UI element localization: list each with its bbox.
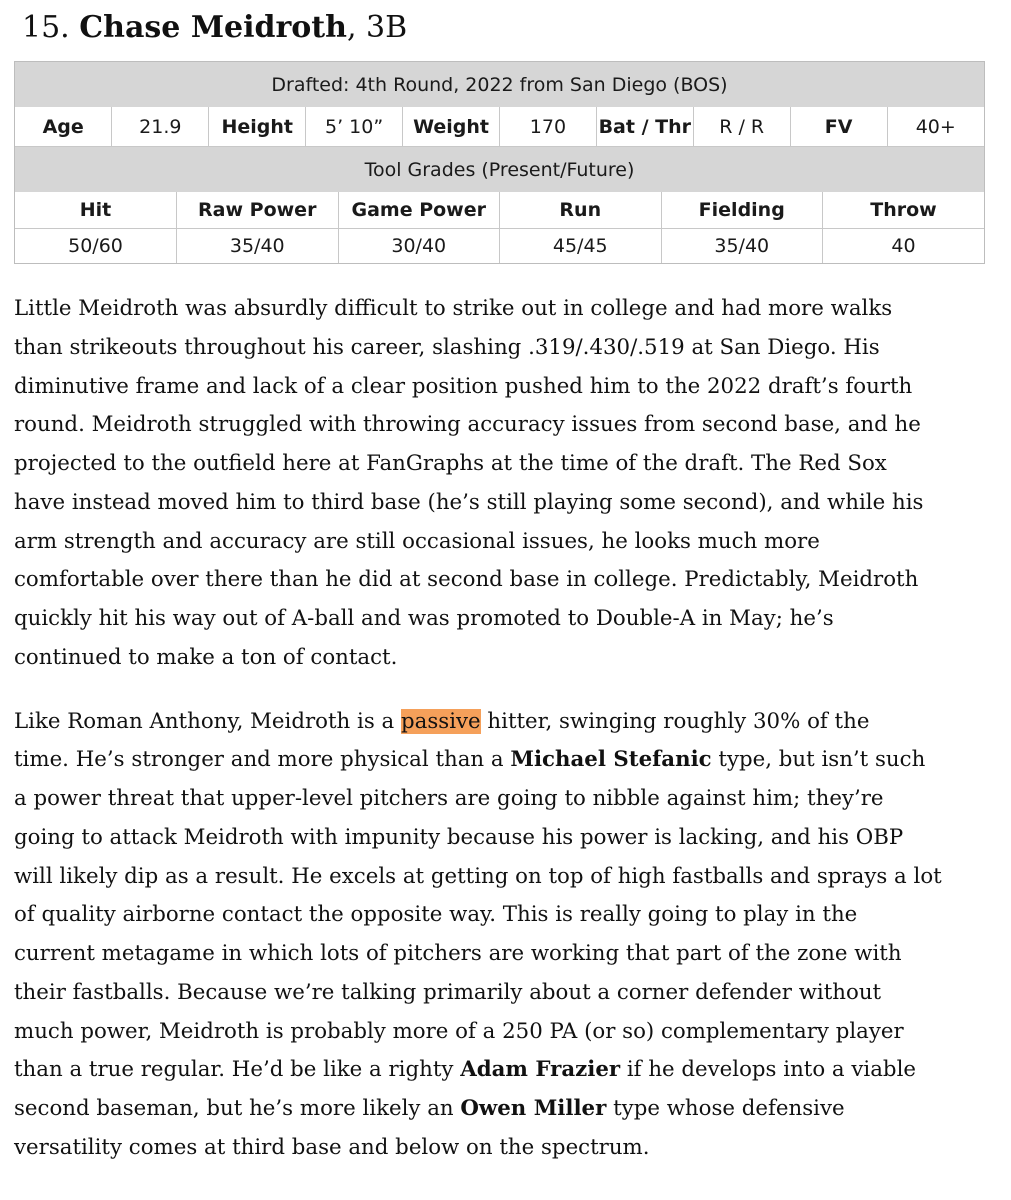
tool-grade-hit: 50/60 (68, 235, 123, 257)
text-line: comfortable over there than he did at second base in college. Predictably, Meidroth (14, 567, 919, 593)
text-line: their fastballs. Because we’re talking primarily about a corner defender without (14, 979, 882, 1005)
highlighted-word[interactable]: passive (401, 708, 481, 734)
tool-names-row (15, 192, 984, 229)
tool-name-game-power: Game Power (338, 192, 500, 229)
text-run: Like Roman Anthony, Meidroth is a (14, 708, 401, 734)
fv-value: 40+ (887, 107, 984, 147)
text-line: a power threat that upper-level pitchers are going to nibble against him; they’re (14, 786, 884, 811)
age-label: Age (15, 107, 112, 147)
prospect-name: Chase Meidroth (79, 10, 347, 45)
tool-grade-throw: 40 (823, 229, 985, 264)
text-run: type whose defensive (606, 1096, 845, 1121)
bat-throw-label: Bat / Thr (596, 107, 693, 147)
height-value: 5’ 10” (306, 107, 403, 147)
prospect-rank: 15. (22, 10, 70, 45)
text-line: than strikeouts throughout his career, slashing .319/.430/.519 at San Diego. His (14, 334, 880, 360)
text-line: current metagame in which lots of pitchers are working that part of the zone with (14, 941, 902, 966)
prospect-position: , 3B (346, 10, 408, 45)
text-line: continued to make a ton of contact. (14, 644, 398, 670)
tool-grade-run: 45/45 (500, 229, 662, 264)
text-line: projected to the outfield here at FanGraphs at the time of the draft. The Red Sox (14, 451, 887, 476)
prospect-info-card (14, 61, 985, 264)
prospect-heading (22, 8, 407, 48)
text-line: of quality airborne contact the opposite way. This is really going to play in the (14, 902, 858, 928)
height-label: Height (209, 107, 306, 147)
text-run: type, but isn’t such (711, 747, 926, 773)
player-link-michael-stefanic[interactable]: Michael Stefanic (510, 747, 712, 773)
report-paragraph-2 (14, 703, 989, 1168)
text-line: round. Meidroth struggled with throwing accuracy issues from second base, and he (14, 412, 921, 438)
text-line: arm strength and accuracy are still occasional issues, he looks much more (14, 528, 820, 554)
text-line: going to attack Meidroth with impunity because his power is lacking, and his OBP (14, 824, 904, 850)
fv-label: FV (790, 107, 887, 147)
tool-grade-game-power: 30/40 (338, 229, 500, 264)
age-value: 21.9 (112, 107, 209, 147)
text-run: than a true regular. He’d be like a righty (14, 1057, 461, 1083)
weight-value: 170 (499, 107, 596, 147)
player-link-adam-frazier[interactable]: Adam Frazier (460, 1057, 621, 1083)
weight-label: Weight (403, 107, 500, 147)
text-run: hitter, swinging roughly 30% of the (480, 708, 870, 734)
draft-info: Drafted: 4th Round, 2022 from San Diego (BOS) (15, 62, 984, 107)
bat-throw-value: R / R (693, 107, 790, 147)
text-line: have instead moved him to third base (he’s still playing some second), and while his (14, 489, 924, 515)
tool-name-fielding: Fielding (661, 192, 823, 229)
text-line: much power, Meidroth is probably more of a 250 PA (or so) complementary player (14, 1018, 904, 1044)
tool-name-run: Run (500, 192, 662, 229)
prospect-info-table (15, 62, 984, 192)
tool-grade-fielding: 35/40 (661, 229, 823, 264)
text-line: will likely dip as a result. He excels at getting on top of high fastballs and sprays a lot (14, 863, 942, 889)
bio-stats-row (15, 107, 984, 147)
tool-grades-row (15, 229, 984, 264)
scouting-report (14, 290, 989, 1193)
tool-grades-title: Tool Grades (Present/Future) (15, 147, 984, 193)
text-run: second baseman, but he’s more likely an (14, 1096, 461, 1121)
text-line: Little Meidroth was absurdly difficult to strike out in college and had more walks (14, 296, 893, 321)
tool-name-raw-power: Raw Power (177, 192, 339, 229)
report-paragraph-1 (14, 290, 989, 678)
player-link-owen-miller[interactable]: Owen Miller (460, 1096, 607, 1121)
tool-grades-table (15, 192, 984, 263)
draft-info-row (15, 62, 984, 107)
text-run: time. He’s stronger and more physical than a (14, 747, 511, 773)
text-line: versatility comes at third base and below on the spectrum. (14, 1134, 650, 1160)
tool-grade-raw-power: 35/40 (177, 229, 339, 264)
tool-name-hit: Hit (15, 192, 177, 229)
text-line: diminutive frame and lack of a clear position pushed him to the 2022 draft’s fourth (14, 373, 913, 399)
text-line: quickly hit his way out of A-ball and was promoted to Double-A in May; he’s (14, 606, 834, 631)
tool-name-throw: Throw (823, 192, 985, 229)
text-run: if he develops into a viable (620, 1057, 916, 1083)
tool-grades-title-row (15, 147, 984, 193)
